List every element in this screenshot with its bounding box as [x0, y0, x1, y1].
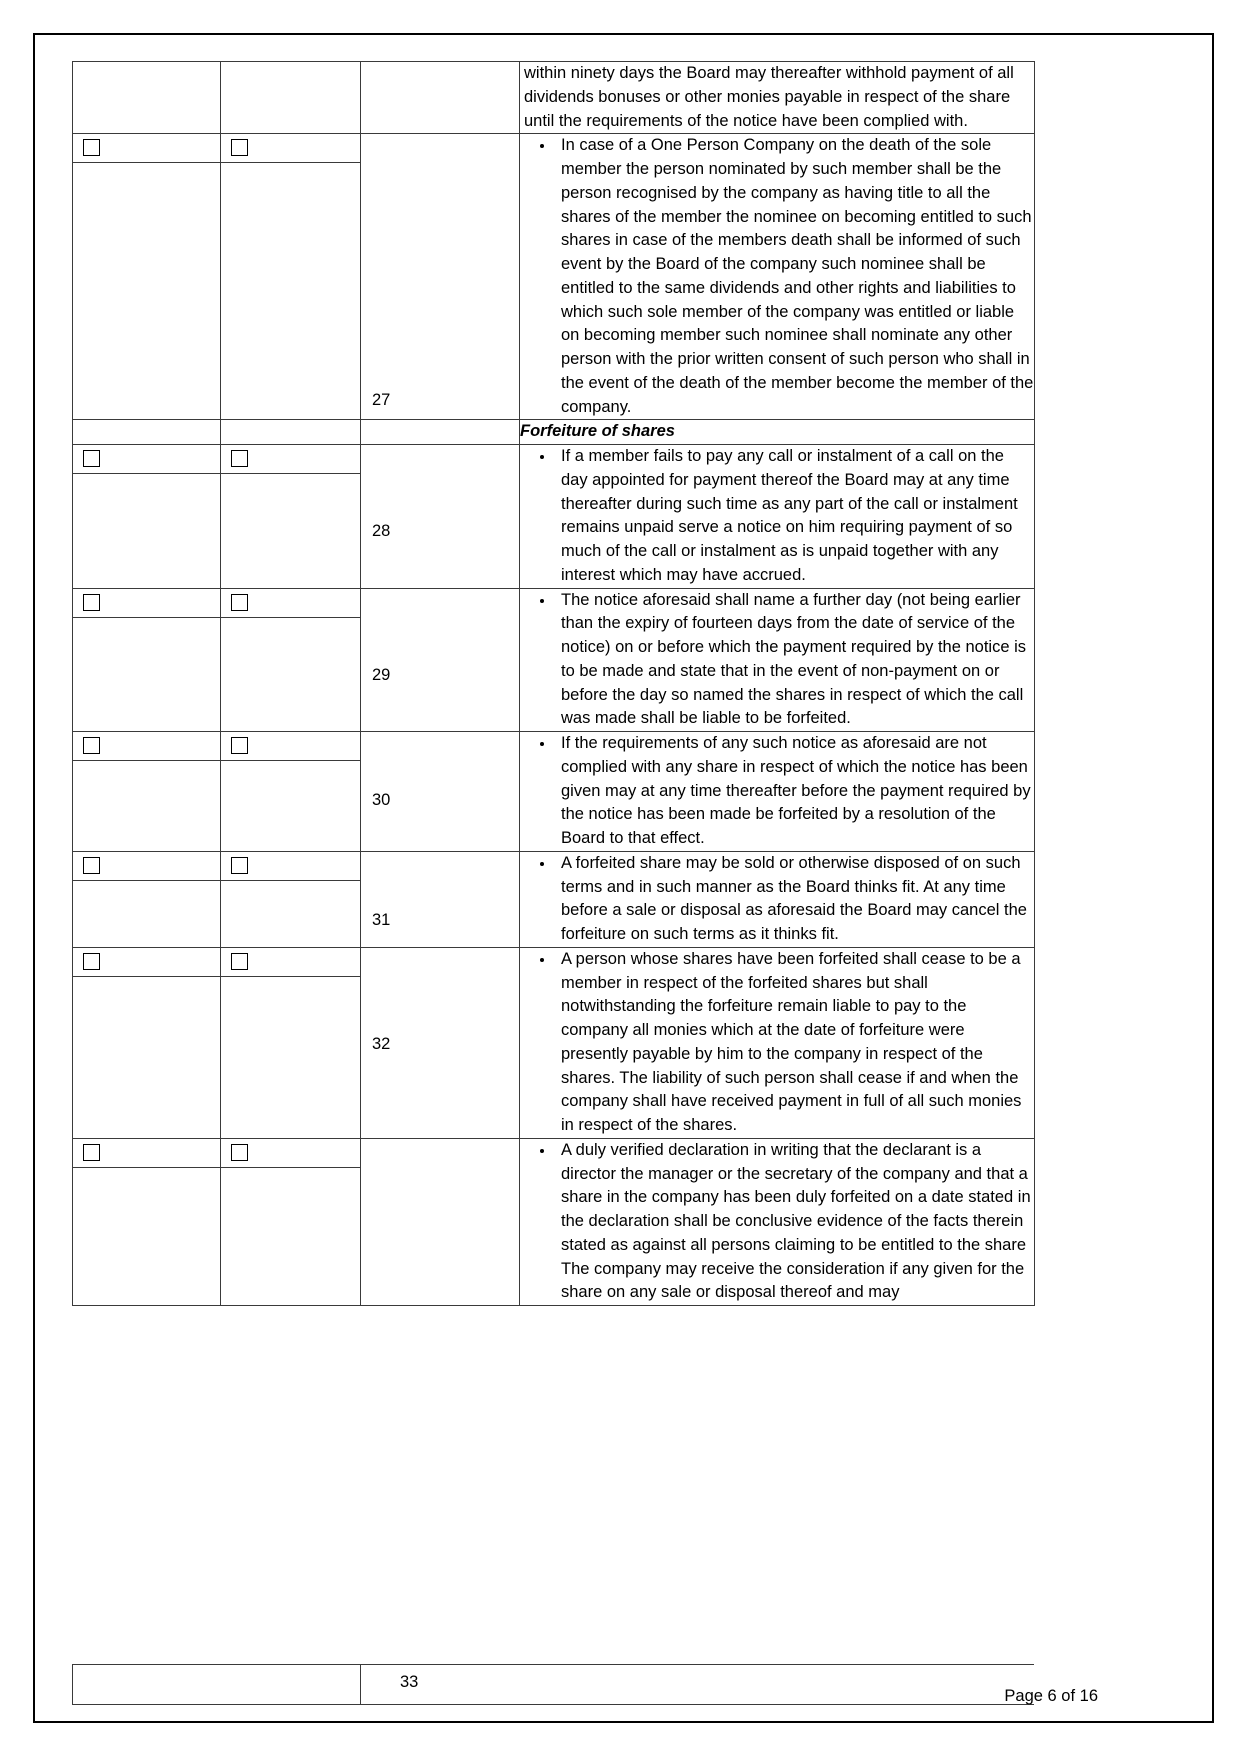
table-row	[73, 134, 1035, 420]
clause-number: 28	[372, 522, 391, 540]
checkbox-icon[interactable]	[231, 450, 248, 467]
checkbox-icon[interactable]	[83, 139, 100, 156]
checkbox-cell-left	[73, 1138, 221, 1305]
clause-list	[520, 445, 1034, 588]
clause-number: 30	[372, 791, 391, 809]
checkbox-icon[interactable]	[231, 953, 248, 970]
clause-text-cell	[520, 732, 1035, 852]
table-row	[73, 62, 1035, 134]
checkbox-icon[interactable]	[83, 737, 100, 754]
clause-text: • If a member fails to pay any call or instalment of a call on the day appointed for payment thereof the Board may at any time thereafter during such time as any part of the call or instalment remains unpaid serve a notice on him requiring payment of so much of the call or instalment as is unpaid together with any interest which may have accrued.	[555, 445, 1034, 588]
clause-text-cell	[520, 445, 1035, 589]
checkbox-cell-right	[221, 947, 361, 1138]
clause-list	[520, 1139, 1034, 1305]
clause-number-cell	[361, 134, 520, 420]
checkbox-cell-right	[221, 732, 361, 852]
clause-text: within ninety days the Board may thereafter withhold payment of all dividends bonuses or other monies payable in respect of the share until the requirements of the notice have been complied with.	[524, 64, 1014, 130]
checkbox-cell-right	[221, 445, 361, 589]
checkbox-cell-right	[221, 1138, 361, 1305]
checkbox-band	[73, 134, 220, 163]
table-row	[73, 947, 1035, 1138]
clause-number: 27	[372, 391, 391, 410]
clause-number: 29	[372, 665, 391, 684]
clause-text-cell	[520, 947, 1035, 1138]
clause-number-cell	[361, 851, 520, 947]
checkbox-band	[73, 852, 220, 881]
checkbox-band	[73, 589, 220, 618]
clause-text-cell	[520, 588, 1035, 732]
clause-list	[520, 134, 1034, 419]
section-heading: Forfeiture of shares	[520, 420, 1035, 445]
checkbox-icon[interactable]	[83, 1144, 100, 1161]
checkbox-cell-left	[73, 134, 221, 420]
checkbox-band	[221, 589, 360, 618]
checkbox-icon[interactable]	[231, 594, 248, 611]
clause-number: 31	[372, 910, 391, 929]
checkbox-cell-right	[221, 62, 361, 134]
checkbox-band	[221, 445, 360, 474]
clause-number: 32	[372, 1034, 391, 1053]
checkbox-cell-left	[73, 947, 221, 1138]
checkbox-cell-right	[221, 588, 361, 732]
clause-text: • A duly verified declaration in writing that the declarant is a director the manager or the secretary of the company and that a share in the company has been duly forfeited on a date stated in the declaration shall be conclusive evidence of the facts therein stated as against all persons claiming to be entitled to the share The company may receive the consideration if any given for the share on any sale or disposal thereof and may	[555, 1139, 1034, 1305]
clause-number-cell	[361, 947, 520, 1138]
clause-list	[520, 732, 1034, 851]
checkbox-cell-right	[221, 851, 361, 947]
clause-text: • If the requirements of any such notice as aforesaid are not complied with any share in respect of which the notice has been given may at any time thereafter before the payment required by the notice has been made be forfeited by a resolution of the Board to that effect.	[555, 732, 1034, 851]
table-row	[73, 732, 1035, 852]
table-row	[73, 851, 1035, 947]
checkbox-icon[interactable]	[83, 450, 100, 467]
checkbox-cell-left	[73, 420, 221, 445]
checkbox-band	[73, 732, 220, 761]
checkbox-cell-right	[221, 134, 361, 420]
clause-number-cell	[361, 588, 520, 732]
clause-number-cell	[361, 420, 520, 445]
checkbox-icon[interactable]	[231, 737, 248, 754]
clause-text: • The notice aforesaid shall name a further day (not being earlier than the expiry of fourteen days from the date of service of the notice) on or before which the payment required by the notice is to be made and state that in the event of non-payment on or before the day so named the shares in respect of which the call was made shall be liable to be forfeited.	[555, 589, 1034, 732]
clause-text-cell	[520, 134, 1035, 420]
clause-list	[520, 852, 1034, 947]
checkbox-band	[73, 445, 220, 474]
checkbox-icon[interactable]	[231, 1144, 248, 1161]
clause-number-cell	[361, 1138, 520, 1305]
checkbox-band	[221, 948, 360, 977]
checkbox-band	[221, 1139, 360, 1168]
page-footer: Page 6 of 16	[1004, 1687, 1098, 1705]
checkbox-band	[221, 134, 360, 163]
checkbox-cell-left	[73, 62, 221, 134]
checkbox-cell-left	[73, 851, 221, 947]
table-row	[73, 445, 1035, 589]
checkbox-icon[interactable]	[231, 139, 248, 156]
page-content	[72, 61, 1100, 1705]
clause-list	[520, 948, 1034, 1138]
document-page	[33, 33, 1214, 1723]
checkbox-icon[interactable]	[83, 857, 100, 874]
clause-text-cell	[520, 1138, 1035, 1305]
clause-number-cell	[361, 445, 520, 589]
checkbox-band	[221, 732, 360, 761]
clause-text-cell	[520, 62, 1035, 134]
table-row	[73, 588, 1035, 732]
clause-number-cell	[361, 62, 520, 134]
checkbox-cell-left	[73, 732, 221, 852]
table-row	[73, 1138, 1035, 1305]
clause-text-cell	[520, 851, 1035, 947]
clause-text: • In case of a One Person Company on the death of the sole member the person nominated by such member shall be the person recognised by the company as having title to all the shares of the member the nominee on becoming entitled to such shares in case of the members death shall be informed of such event by the Board of the company such nominee shall be entitled to the same dividends and other rights and liabilities to which such sole member of the company was entitled or liable on becoming member such nominee shall nominate any other person with the prior written consent of such person who shall in the event of the death of the member become the member of the company.	[555, 134, 1034, 419]
clause-number-cell	[361, 732, 520, 852]
checkbox-band	[73, 1139, 220, 1168]
checkbox-cell-left	[73, 445, 221, 589]
articles-table	[72, 61, 1035, 1306]
clause-text: • A person whose shares have been forfeited shall cease to be a member in respect of the forfeited shares but shall notwithstanding the forfeiture remain liable to pay to the company all monies which at the date of forfeiture were presently payable by him to the company in respect of the shares. The liability of such person shall cease if and when the company shall have received payment in full of all such monies in respect of the shares.	[555, 948, 1034, 1138]
checkbox-band	[221, 852, 360, 881]
section-header-row	[73, 420, 1035, 445]
checkbox-icon[interactable]	[83, 953, 100, 970]
trailing-clause-number: 33	[400, 1673, 419, 1691]
checkbox-cell-right	[221, 420, 361, 445]
table-bottom-rule	[72, 1664, 1034, 1665]
clause-list	[520, 589, 1034, 732]
checkbox-band	[73, 948, 220, 977]
checkbox-icon[interactable]	[231, 857, 248, 874]
clause-text: • A forfeited share may be sold or otherwise disposed of on such terms and in such manner as the Board thinks fit. At any time before a sale or disposal as aforesaid the Board may cancel the forfeiture on such terms as it thinks fit.	[555, 852, 1034, 947]
checkbox-cell-left	[73, 588, 221, 732]
checkbox-icon[interactable]	[83, 594, 100, 611]
